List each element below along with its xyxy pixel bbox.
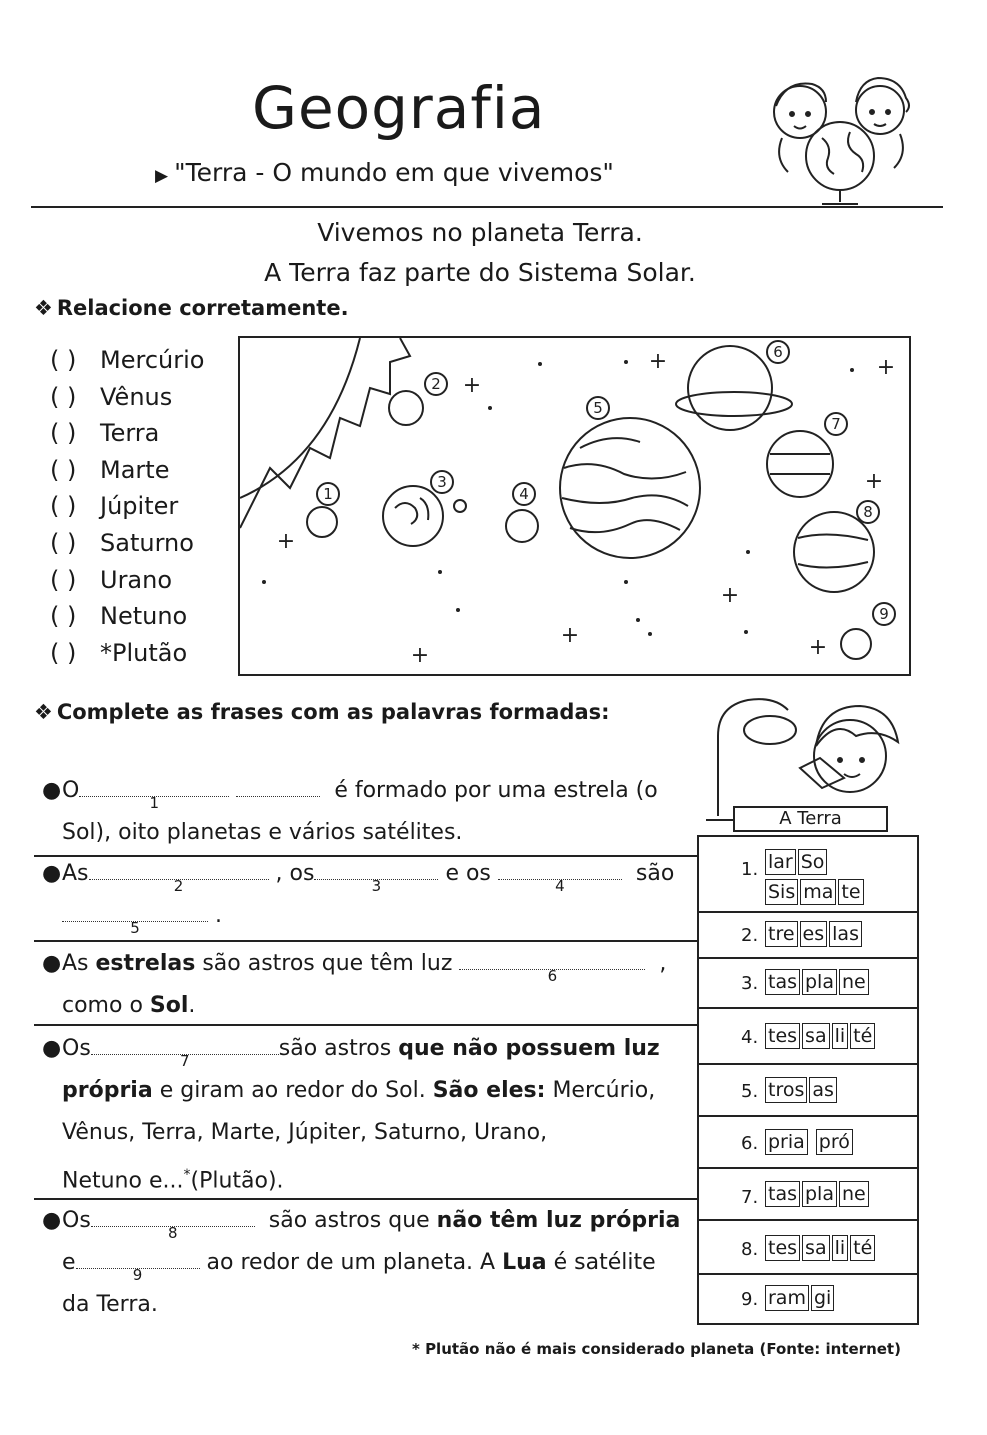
syllable: pró xyxy=(816,1129,853,1155)
diagram-number: 3 xyxy=(437,473,447,491)
instruction-complete xyxy=(34,700,610,724)
word-row xyxy=(699,1065,917,1117)
blank-number: 4 xyxy=(555,877,565,895)
blank-4[interactable] xyxy=(498,860,622,895)
syllable: lar xyxy=(765,849,796,875)
planet-4-mars xyxy=(506,510,538,542)
syllable: as xyxy=(809,1077,837,1103)
sentence-text: (Plutão). xyxy=(190,1168,284,1194)
svg-text:+: + xyxy=(276,529,296,554)
list-item xyxy=(50,525,204,562)
sentence-text-bold: Sol xyxy=(149,993,189,1018)
blank-8[interactable] xyxy=(91,1207,255,1242)
divider xyxy=(34,1024,698,1026)
blank-number: 3 xyxy=(371,877,382,895)
syllable: las xyxy=(829,921,862,947)
word-row xyxy=(699,1221,917,1275)
row-index: 8. xyxy=(741,1239,759,1260)
bullet-icon: ● xyxy=(42,1036,62,1061)
bullet-icon: ● xyxy=(42,861,62,886)
syllable: pla xyxy=(802,1181,837,1207)
blank-number: 6 xyxy=(547,967,558,985)
sentence-text: é formado por uma estrela (o xyxy=(334,778,658,803)
word-row xyxy=(699,959,917,1009)
intro-line-1: Vivemos no planeta Terra. xyxy=(317,218,643,247)
syllable: ram xyxy=(765,1285,809,1311)
svg-text:+: + xyxy=(648,349,668,374)
answer-paren[interactable]: ( ) xyxy=(50,382,77,411)
svg-text:+: + xyxy=(720,583,740,608)
syllable: tas xyxy=(765,1181,800,1207)
sentence-text-bold: estrelas xyxy=(95,951,196,976)
planet-name: Saturno xyxy=(100,528,194,557)
syllable: té xyxy=(850,1235,875,1261)
row-index: 2. xyxy=(741,925,759,946)
syllable: ne xyxy=(839,1181,869,1207)
planet-6-saturn xyxy=(688,346,772,430)
syllable: Sis xyxy=(765,879,798,905)
footnote: * Plutão não é mais considerado planeta (Fonte: internet) xyxy=(412,1340,901,1358)
kids-with-globe-illustration xyxy=(752,72,928,212)
planet-name: Netuno xyxy=(100,602,188,631)
sentence-text: , xyxy=(659,951,667,976)
svg-text:+: + xyxy=(864,469,884,494)
answer-paren[interactable]: ( ) xyxy=(50,528,77,557)
row-index: 7. xyxy=(741,1187,759,1208)
blank-number: 7 xyxy=(180,1052,190,1070)
subtitle xyxy=(155,158,614,187)
diamond-bullet-icon: ❖ xyxy=(34,296,53,320)
planet-2-venus xyxy=(389,391,423,425)
row-index: 9. xyxy=(741,1289,759,1310)
instruction-relate-text: Relacione corretamente. xyxy=(56,296,349,320)
planet-name: Júpiter xyxy=(100,492,179,521)
planet-name: Terra xyxy=(100,419,160,448)
syllable: ma xyxy=(800,879,836,905)
blank-6[interactable] xyxy=(459,950,645,985)
sentence-text: da Terra. xyxy=(62,1292,158,1317)
planet-name: Mercúrio xyxy=(100,346,205,374)
answer-paren[interactable]: ( ) xyxy=(50,638,77,667)
syllable: tes xyxy=(765,1235,800,1261)
sentence-text: como o xyxy=(62,993,143,1018)
list-item xyxy=(50,452,204,489)
sentence-text: são xyxy=(635,861,675,886)
sentence-1 xyxy=(42,770,692,854)
list-item xyxy=(50,635,204,672)
planet-9-pluto xyxy=(841,629,871,659)
asterisk: * xyxy=(183,1167,191,1183)
planet-list xyxy=(50,342,204,671)
svg-text:+: + xyxy=(876,355,896,380)
sentence-text-bold: não têm luz própria xyxy=(436,1208,681,1233)
syllable: tre xyxy=(765,921,798,947)
planet-1-mercury xyxy=(307,507,337,537)
sentence-text: e os xyxy=(445,861,491,886)
answer-paren[interactable]: ( ) xyxy=(50,565,77,594)
syllable: pria xyxy=(765,1129,808,1155)
planet-name: Vênus xyxy=(100,382,173,411)
sentence-text: . xyxy=(215,903,222,928)
sentence-2 xyxy=(42,853,692,937)
planet-name: *Plutão xyxy=(100,638,188,667)
word-row xyxy=(699,837,917,913)
syllable: li xyxy=(832,1023,849,1049)
instruction-relate xyxy=(34,296,349,320)
dots xyxy=(262,360,854,636)
list-item xyxy=(50,342,204,379)
diagram-number: 5 xyxy=(593,399,603,417)
word-row xyxy=(699,1275,917,1323)
answer-paren[interactable]: ( ) xyxy=(50,492,77,521)
word-row xyxy=(699,913,917,959)
answer-paren[interactable]: ( ) xyxy=(50,455,77,484)
sentence-text: Os xyxy=(62,1208,91,1233)
syllable: té xyxy=(850,1023,875,1049)
sentence-text: , os xyxy=(275,861,315,886)
sentence-3 xyxy=(42,943,692,1027)
instruction-complete-text: Complete as frases com as palavras formadas: xyxy=(56,700,610,724)
row-index: 1. xyxy=(741,859,759,880)
word-row xyxy=(699,1009,917,1065)
syllable: es xyxy=(800,921,828,947)
diagram-number: 4 xyxy=(519,485,529,503)
bullet-icon: ● xyxy=(42,778,62,803)
sentence-text-bold: que não possuem luz xyxy=(398,1036,660,1061)
syllable: sa xyxy=(802,1023,830,1049)
list-item xyxy=(50,415,204,452)
planet-7-uranus xyxy=(767,431,833,497)
sentence-4 xyxy=(42,1028,692,1202)
syllable: sa xyxy=(802,1235,830,1261)
subtitle-text: "Terra - O mundo em que vivemos" xyxy=(174,158,614,187)
syllable: tros xyxy=(765,1077,807,1103)
syllable: li xyxy=(832,1235,849,1261)
planet-name: Marte xyxy=(100,455,170,484)
syllable: So xyxy=(798,849,828,875)
syllable: te xyxy=(838,879,863,905)
syllable: tes xyxy=(765,1023,800,1049)
list-item xyxy=(50,562,204,599)
blank-9[interactable] xyxy=(76,1249,200,1284)
blank-1[interactable] xyxy=(79,777,229,812)
bullet-icon: ● xyxy=(42,1208,62,1233)
sentence-text-bold: própria xyxy=(62,1078,153,1103)
blank-7[interactable] xyxy=(91,1035,279,1070)
stars xyxy=(277,349,895,668)
sentence-text: O xyxy=(62,778,80,803)
syllable: pla xyxy=(802,969,837,995)
word-panel xyxy=(697,835,919,1325)
list-item xyxy=(50,598,204,635)
list-item xyxy=(50,488,204,525)
solar-system-diagram xyxy=(238,336,911,676)
solar-system-drawing xyxy=(240,338,909,674)
header-rule xyxy=(31,206,943,208)
sentence-text: Netuno e... xyxy=(62,1168,184,1194)
diagram-number: 7 xyxy=(831,415,841,433)
sentence-text: As xyxy=(62,951,89,976)
diagram-number: 6 xyxy=(773,343,783,361)
sentence-text-bold: Lua xyxy=(502,1250,547,1275)
bullet-icon: ● xyxy=(42,951,62,976)
diagram-number: 1 xyxy=(323,485,333,503)
sentence-text: é satélite xyxy=(553,1250,656,1275)
blank-number: 5 xyxy=(130,919,140,937)
sentence-text: e xyxy=(62,1250,76,1275)
word-row xyxy=(699,1169,917,1221)
sentence-text: As xyxy=(62,861,89,886)
blank-2[interactable] xyxy=(89,860,269,895)
sentence-text: ao redor de um planeta. A xyxy=(206,1250,496,1275)
sentence-5 xyxy=(42,1200,692,1326)
row-index: 6. xyxy=(741,1133,759,1154)
sentence-text: Sol), oito planetas e vários satélites. xyxy=(62,820,463,845)
sentence-text: são astros xyxy=(278,1036,392,1061)
sentence-text: Mercúrio, xyxy=(552,1078,656,1103)
planet-3-earth xyxy=(383,486,443,546)
diagram-number: 9 xyxy=(879,605,889,623)
blank-number: 8 xyxy=(168,1224,178,1242)
sentence-text: . xyxy=(188,993,196,1018)
svg-text:+: + xyxy=(808,635,828,660)
blank-3[interactable] xyxy=(314,860,438,895)
divider xyxy=(34,940,698,942)
answer-paren[interactable]: ( ) xyxy=(50,419,77,448)
svg-text:+: + xyxy=(410,643,430,668)
word-row xyxy=(699,1117,917,1169)
sentence-text-bold: São eles: xyxy=(432,1078,546,1103)
syllable: gi xyxy=(811,1285,834,1311)
row-index: 3. xyxy=(741,973,759,994)
sentence-text: são astros que xyxy=(268,1208,430,1233)
sentence-text: e giram ao redor do Sol. xyxy=(159,1078,426,1103)
blank-5[interactable] xyxy=(62,902,208,937)
intro-line-2: A Terra faz parte do Sistema Solar. xyxy=(264,258,696,287)
row-index: 4. xyxy=(741,1027,759,1048)
triangle-bullet-icon: ▶ xyxy=(155,166,169,186)
answer-paren[interactable]: ( ) xyxy=(50,346,77,374)
syllable: ne xyxy=(839,969,869,995)
blank-number: 2 xyxy=(173,877,184,895)
syllable: tas xyxy=(765,969,800,995)
sentence-text: Vênus, Terra, Marte, Júpiter, Saturno, Urano, xyxy=(62,1120,548,1145)
planet-8-neptune xyxy=(794,512,874,592)
blank-number: 9 xyxy=(132,1266,143,1284)
word-panel-tag: A Terra xyxy=(733,806,888,832)
sentence-text: são astros que têm luz xyxy=(202,951,453,976)
answer-paren[interactable]: ( ) xyxy=(50,602,77,631)
diamond-bullet-icon: ❖ xyxy=(34,700,53,724)
list-item xyxy=(50,379,204,416)
row-index: 5. xyxy=(741,1081,759,1102)
page-title: Geografia xyxy=(252,74,546,142)
sentence-text: Os xyxy=(62,1036,91,1061)
planet-name: Urano xyxy=(100,565,173,594)
blank-1b[interactable] xyxy=(236,777,320,797)
moon-icon xyxy=(454,500,466,512)
diagram-number: 8 xyxy=(863,503,873,521)
blank-number: 1 xyxy=(149,794,160,812)
svg-text:+: + xyxy=(560,623,580,648)
svg-text:+: + xyxy=(462,373,482,398)
diagram-number: 2 xyxy=(431,375,441,393)
